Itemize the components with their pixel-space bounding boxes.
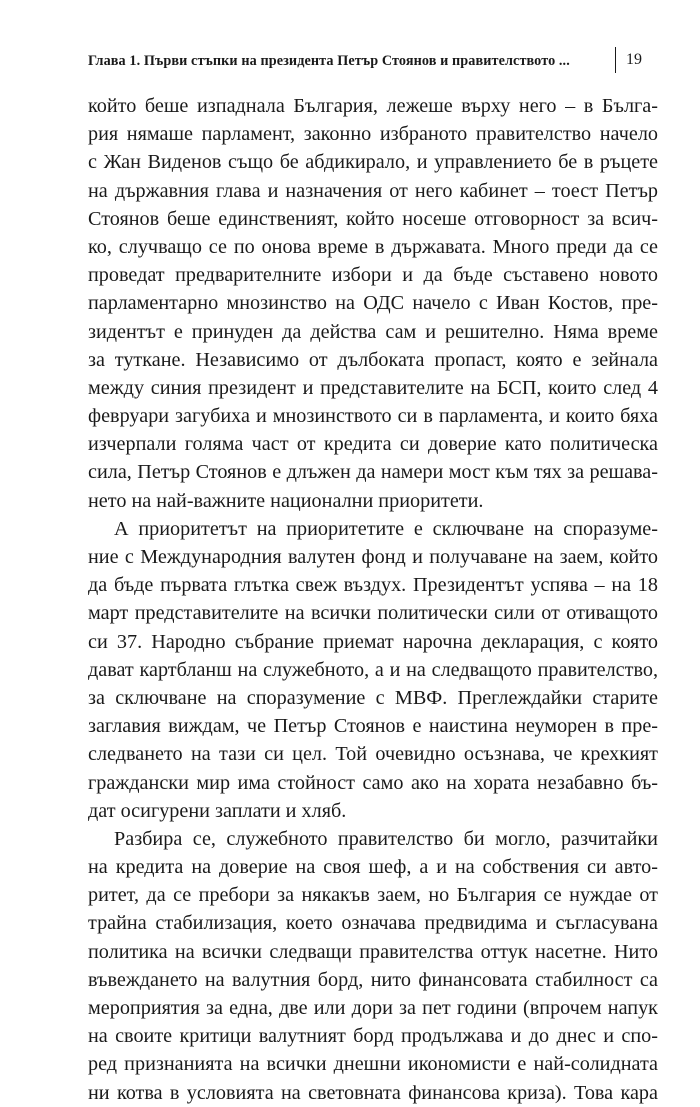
text-line: март представителите на всички политически сили от отиващото (88, 602, 658, 625)
page-number: 19 (626, 51, 642, 68)
text-line: ние с Международния валутен фонд и получаване на заем, който (88, 546, 658, 568)
text-line: заглавия виждам, че Петър Стоянов е наистина неуморен в пре- (88, 715, 658, 738)
text-line: изчерпали голяма част от кредита си доверие като политическа (88, 433, 658, 456)
text-line: А приоритетът на приоритетите е сключване на споразуме- (114, 517, 658, 540)
paragraph (88, 825, 658, 1107)
text-line: сила, Петър Стоянов е длъжен да намери мост към тях за решава- (88, 461, 658, 484)
text-line: парламентарно мнозинство на ОДС начело с Иван Костов, пре- (88, 292, 658, 315)
text-line: трайна стабилизация, което означава предвидима и съгласувана (88, 912, 658, 935)
text-line: на държавния глава и назначения от него кабинет – тоест Петър (88, 179, 658, 202)
text-line: Разбира се, служебното правителство би могло, разчитайки (114, 827, 658, 850)
text-line: който беше изпаднала България, лежеше върху него – в Бълга- (88, 95, 658, 117)
text-line: на кредита на доверие на своя шеф, а и на собствения си авто- (88, 856, 658, 879)
text-line: ред признанията на всички днешни икономисти е най-солидната (88, 1053, 658, 1076)
body-text (88, 92, 658, 1107)
text-line: граждански мир има стойност само ако на хората незабавно бъ- (88, 771, 658, 794)
text-line: мероприятия за една, две или дори за пет години (впрочем напук (88, 997, 658, 1019)
text-line: между синия президент и представителите на БСП, които след 4 (88, 376, 658, 399)
text-line: февруари загубиха и мнозинството си в парламента, и които бяха (88, 405, 658, 428)
text-line: въвеждането на валутния борд, нито финансовата стабилност са (88, 968, 658, 991)
text-line: следването на тази си цел. Той очевидно осъзнава, че крехкият (88, 743, 658, 766)
text-line: си 37. Народно събрание приемат нарочна декларация, с която (88, 630, 658, 653)
text-line: за туткане. Независимо от дълбоката пропаст, която е зейнала (88, 348, 658, 371)
text-line: ко, случващо се по онова време в държавата. Много преди да се (88, 235, 658, 258)
chapter-title: Глава 1. Първи стъпки на президента Петър Стоянов и правителството ... (88, 53, 570, 69)
text-line: проведат предварителните избори и да бъде съставено новото (88, 264, 658, 287)
paragraph (88, 515, 658, 825)
text-line: Стоянов беше единственият, който носеше отговорност за всич- (88, 207, 658, 230)
text-line: ни котва в условията на световната финансова криза). Това кара (88, 1081, 658, 1104)
text-line: дат осигурени заплати и хляб. (88, 799, 347, 822)
paragraph (88, 92, 658, 515)
text-line: зидентът е принуден да действа сам и решително. Няма време (88, 320, 658, 343)
text-line: рия нямаше парламент, законно избраното правителство начело (88, 123, 658, 146)
running-head (88, 47, 658, 75)
text-line: ритет, да се пребори за някакъв заем, но България се нуждае от (88, 884, 658, 907)
text-line: с Жан Виденов също бе абдикирало, и управлението бе в ръцете (88, 151, 658, 174)
text-line: на своите критици валутният борд продължава и до днес и спо- (88, 1025, 658, 1048)
text-line: дават картбланш на служебното, а и на следващото правителство, (88, 658, 658, 681)
header-divider (615, 47, 616, 73)
text-line: политика на всички следващи правителства оттук насетне. Нито (88, 940, 658, 963)
text-line: да бъде първата глътка свеж въздух. Президентът успява – на 18 (88, 574, 658, 597)
text-line: нето на най-важните национални приоритети. (88, 489, 484, 512)
text-line: за сключване на споразумение с МВФ. Преглеждайки старите (88, 686, 658, 709)
